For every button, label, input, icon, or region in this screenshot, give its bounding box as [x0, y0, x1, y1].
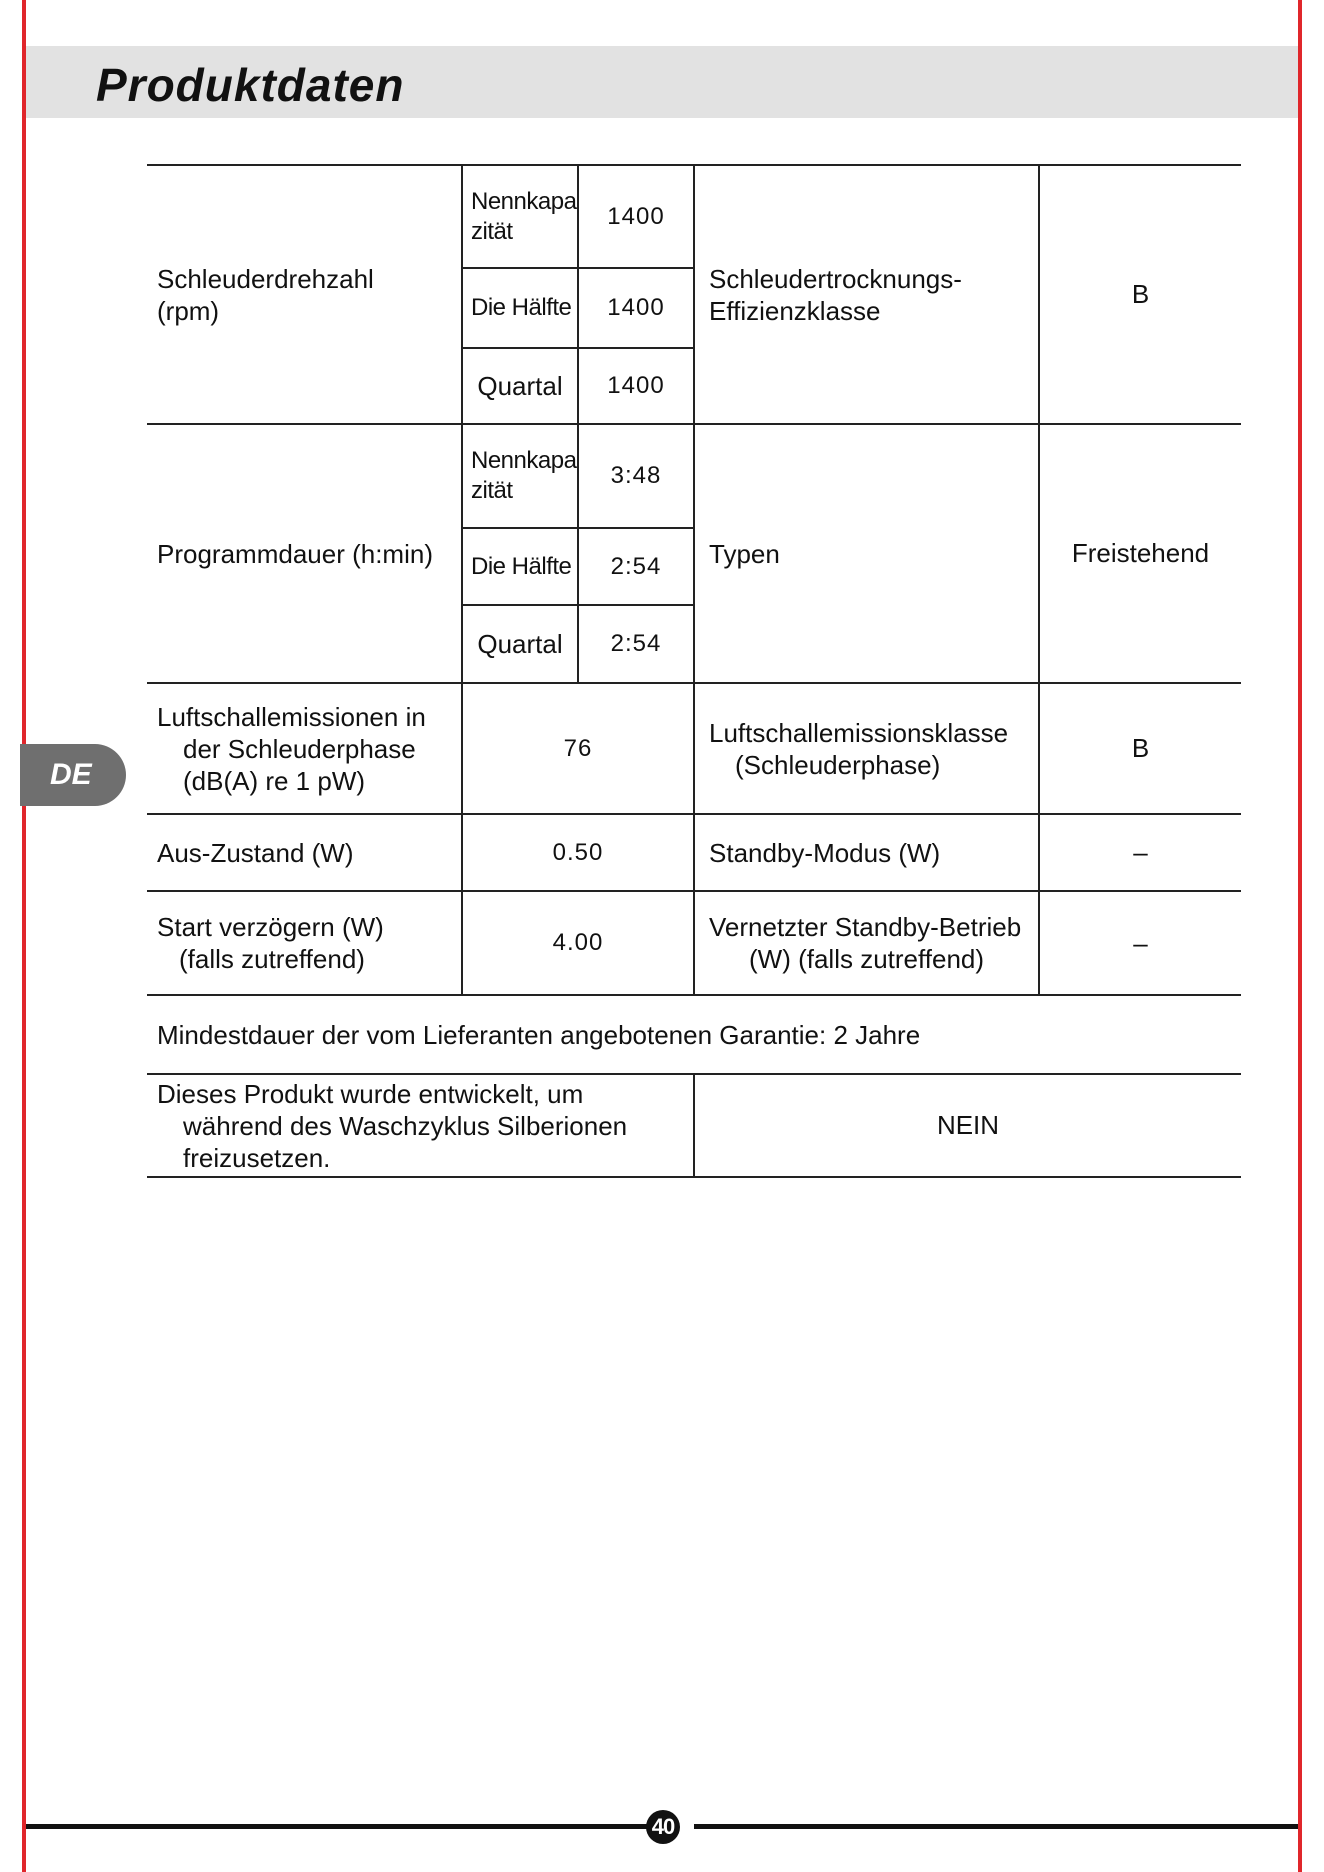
type-value: Freistehend — [1039, 424, 1241, 683]
footer-rule-left — [26, 1824, 650, 1829]
standby-value: – — [1039, 814, 1241, 891]
silver-ions-row — [147, 1074, 1241, 1177]
spin-class-value: B — [1039, 165, 1241, 424]
footer-rule-right — [694, 1824, 1298, 1829]
title-bar — [26, 46, 1298, 118]
spin-value-1: 1400 — [578, 165, 694, 268]
off-mode-label: Aus-Zustand (W) — [147, 814, 462, 891]
delay-start-label — [147, 891, 462, 995]
network-standby-label-line-2: (W) (falls zutreffend) — [749, 944, 985, 974]
noise-label-line-3: (dB(A) re 1 pW) — [183, 765, 366, 796]
spin-value-2: 1400 — [578, 268, 694, 348]
noise-class-label-line-2: (Schleuderphase) — [735, 749, 941, 780]
duration-load-3: Quartal — [462, 605, 578, 683]
network-standby-label — [694, 891, 1039, 995]
off-mode-row — [147, 814, 1241, 891]
spin-row-1 — [147, 165, 1241, 268]
duration-row-1 — [147, 424, 1241, 528]
noise-value: 76 — [462, 683, 694, 814]
standby-label: Standby-Modus (W) — [694, 814, 1039, 891]
spin-load-2: Die Hälfte — [462, 268, 578, 348]
right-border-line — [1298, 0, 1302, 1872]
spin-label: Schleuderdrehzahl (rpm) — [147, 165, 462, 424]
type-label: Typen — [694, 424, 1039, 683]
noise-class-value: B — [1039, 683, 1241, 814]
off-mode-value: 0.50 — [462, 814, 694, 891]
network-standby-value: – — [1039, 891, 1241, 995]
language-tab: DE — [20, 744, 126, 806]
duration-load-1: Nennkapazität — [462, 424, 578, 528]
delay-start-label-line-2: (falls zutreffend) — [179, 944, 365, 974]
noise-label-line-1: Luftschallemissionen in — [157, 701, 426, 732]
warranty-row — [147, 995, 1241, 1074]
duration-value-3: 2:54 — [578, 605, 694, 683]
duration-value-2: 2:54 — [578, 528, 694, 605]
silver-ions-label — [147, 1074, 694, 1177]
noise-class-label-line-1: Luftschallemissionsklasse — [709, 717, 1009, 748]
page-number: 40 — [646, 1810, 680, 1844]
delay-start-row — [147, 891, 1241, 995]
silver-ions-label-line-1: Dieses Produkt wurde entwickelt, um — [157, 1078, 584, 1109]
noise-label-line-2: der Schleuderphase — [183, 733, 416, 764]
silver-ions-label-line-3: freizusetzen. — [183, 1142, 331, 1173]
network-standby-label-line-1: Vernetzter Standby-Betrieb — [709, 912, 1022, 942]
warranty-text: Mindestdauer der vom Lieferanten angebotenen Garantie: 2 Jahre — [147, 995, 1241, 1074]
delay-start-value: 4.00 — [462, 891, 694, 995]
page-title: Produktdaten — [96, 59, 405, 111]
spin-load-1: Nennkapazität — [462, 165, 578, 268]
silver-ions-label-line-2: während des Waschzyklus Silberionen — [183, 1110, 628, 1141]
left-border-line — [22, 0, 26, 1872]
noise-row — [147, 683, 1241, 814]
silver-ions-value: NEIN — [694, 1074, 1241, 1177]
noise-label — [147, 683, 462, 814]
spin-class-label: Schleudertrocknungs-Effizienzklasse — [694, 165, 1039, 424]
noise-class-label — [694, 683, 1039, 814]
product-data-table — [147, 164, 1241, 1178]
spin-value-3: 1400 — [578, 348, 694, 424]
delay-start-label-line-1: Start verzögern (W) — [157, 912, 384, 942]
spin-load-3: Quartal — [462, 348, 578, 424]
duration-label: Programmdauer (h:min) — [147, 424, 462, 683]
duration-load-2: Die Hälfte — [462, 528, 578, 605]
duration-value-1: 3:48 — [578, 424, 694, 528]
